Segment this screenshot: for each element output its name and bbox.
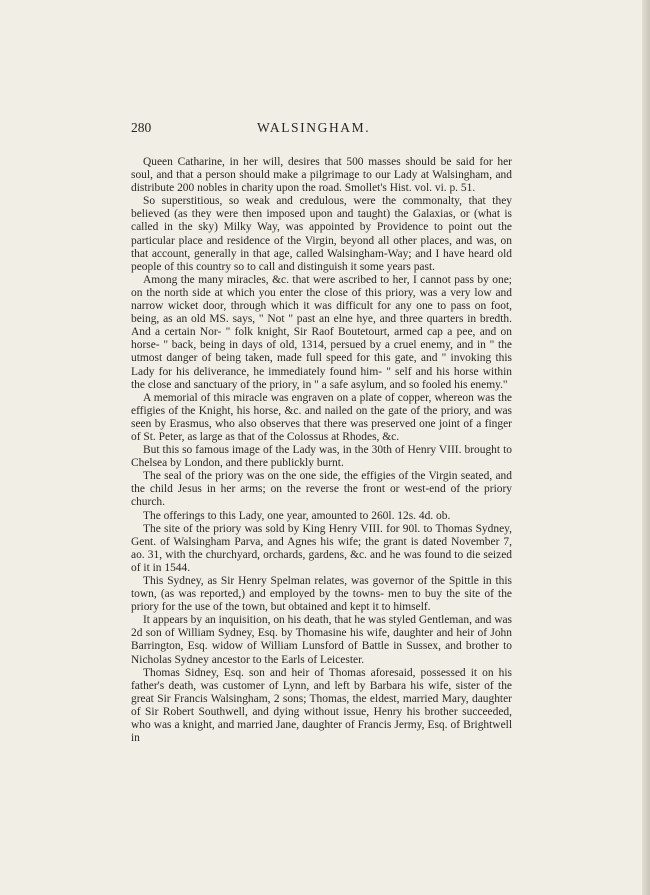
page-gutter-shadow (642, 0, 650, 895)
paragraph-memorial-copper-plate: A memorial of this miracle was engraven on a plate of copper, whereon was the effigies of the Knight, his horse, &c. and nailed on the gate of the priory, and was seen by Erasmus, who also observes that there was preserved one joint of a finger of St. Peter, as large as that of the Colossus at Rhodes, &c. (131, 391, 512, 443)
running-title: WALSINGHAM. (257, 120, 371, 135)
paragraph-site-sold: The site of the priory was sold by King Henry VIII. for 90l. to Thomas Sydney, Gent. of Walsingham Parva, and Agnes his wife; the grant is dated November 7, ao. 31, with the churchyard, orchards, gardens, &c. and he was found to die seized of it in 1544. (131, 522, 512, 574)
paragraph-offerings: The offerings to this Lady, one year, amounted to 260l. 12s. 4d. ob. (143, 509, 451, 522)
page-header (131, 120, 512, 138)
page-body (131, 156, 512, 745)
paragraph-image-burnt: But this so famous image of the Lady was, in the 30th of Henry VIII. brought to Chelsea by London, and there publickly burnt. (131, 444, 512, 470)
paragraph-milky-way: So superstitious, so weak and credulous, were the commonalty, that they believed (as they were then imposed upon and taught) the Galaxias, or (what is called in the sky) Milky Way, was appointed by Providence to point out the particular place and residence of the Virgin, beyond all other places, and was, on that account, generally in that age, called Walsingham-Way; and I have heard old people of this country so to call and distinguish it some years past. (131, 195, 512, 273)
paragraph-inquisition: It appears by an inquisition, on his death, that he was styled Gentleman, and was 2d son of William Sydney, Esq. by Thomasine his wife, daughter and heir of John Barrington, Esq. widow of William Lunsford of Battle in Sussex, and brother to Nicholas Sydney ancestor to the Earls of Leicester. (131, 614, 512, 666)
paragraph-queen-catharine: Queen Catharine, in her will, desires that 500 masses should be said for her soul, and that a person should make a pilgrimage to our Lady at Walsingham, and distribute 200 nobles in charity upon the road. Smollet's Hist. vol. vi. p. 51. (131, 156, 512, 195)
paragraph-thomas-sidney: Thomas Sidney, Esq. son and heir of Thomas aforesaid, possessed it on his father's death, was customer of Lynn, and left by Barbara his wife, sister of the great Sir Francis Walsingham, 2 sons; Thomas, the eldest, married Mary, daughter of Sir Robert Southwell, and dying without issue, Henry his brother succeeded, who was a knight, and married Jane, daughter of Francis Jermy, Esq. of Brightwell in (131, 666, 512, 745)
page-number: 280 (131, 120, 152, 135)
paragraph-priory-seal: The seal of the priory was on the one side, the effigies of the Virgin seated, and the child Jesus in her arms; on the reverse the front or west-end of the priory church. (131, 470, 512, 509)
paragraph-sydney-spittle: This Sydney, as Sir Henry Spelman relates, was governor of the Spittle in this town, (as was reported,) and employed by the towns- men to buy the site of the priory for the use of the town, but obtained and kept it to himself. (131, 575, 512, 614)
paragraph-miracle-wicket-door: Among the many miracles, &c. that were ascribed to her, I cannot pass by one; on the north side at which you enter the close of this priory, was a very low and narrow wicket door, through which it was difficult for any one to pass on foot, being, as an old MS. says, " Not " past an elne hye, and three quarters in bredth. And a certain Nor- " folk knight, Sir Raof Boutetourt, armed cap a pee, and on horse- " back, being in days of old, 1314, persued by a cruel enemy, and in " the utmost danger of being taken, made full speed for this gate, and " invoking this Lady for his deliverance, he immediately found him- " self and his horse within the close and sanctuary of the priory, in " a safe asylum, and so fooled his enemy." (131, 273, 512, 391)
